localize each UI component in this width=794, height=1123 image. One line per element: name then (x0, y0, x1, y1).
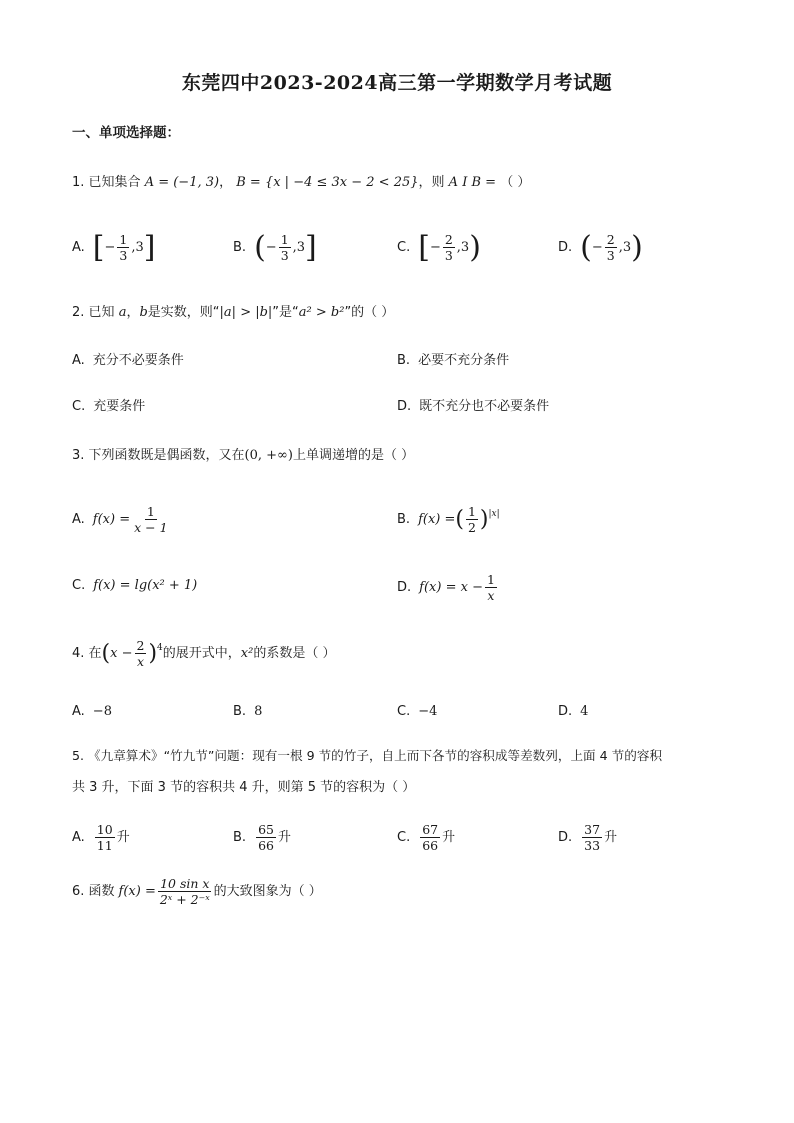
function-expression: f(x) = lg(x² + 1) (93, 578, 198, 593)
denominator: 3 (280, 248, 289, 263)
numerator: 1 (280, 232, 289, 247)
option-label: A. (72, 239, 85, 255)
q4-option-b[interactable] (233, 702, 262, 722)
option-label: B. (233, 239, 247, 255)
option-text: 4 (580, 704, 589, 719)
q1-blank: （ ） (500, 175, 531, 190)
q1-number: 1. 已知集合 (72, 175, 141, 190)
denominator: 2ˣ + 2⁻ˣ (159, 892, 210, 907)
denominator: x − 1 (134, 520, 168, 535)
q1-sep: ， (219, 175, 233, 190)
left-paren: ( (101, 640, 111, 666)
fraction (279, 232, 291, 263)
q2-sep: ， (126, 305, 140, 320)
option-text: 既不充分也不必要条件 (419, 399, 550, 414)
left-paren: ( (455, 506, 464, 532)
fraction (117, 232, 129, 263)
denominator: 11 (96, 838, 113, 853)
unit: 升 (277, 829, 291, 845)
question-5-stem-line2: 共 3 升，下面 3 节的容积共 4 升，则第 5 节的容积为（ ） (72, 780, 416, 795)
option-label: A. (72, 511, 85, 527)
option-label: A. (72, 829, 85, 845)
numerator: 1 (467, 504, 476, 519)
left-bracket: [ (92, 229, 105, 265)
option-label: C. (72, 399, 86, 414)
fraction (485, 572, 497, 603)
q4-x-squared: x² (240, 645, 254, 661)
denominator: 3 (606, 248, 615, 263)
section-heading: 一、单项选择题： (72, 125, 180, 141)
fraction (420, 822, 440, 853)
option-label: D. (558, 704, 573, 719)
page-title: 东莞四中2023-2024高三第一学期数学月考试题 (181, 72, 613, 94)
upper-bound: ,3 (618, 239, 632, 255)
q6-post: 的大致图象为（ ） (213, 883, 322, 899)
right-bracket: ) (631, 229, 643, 265)
right-bracket: ] (143, 229, 156, 265)
option-label: D. (558, 829, 573, 845)
numerator: 2 (136, 638, 145, 653)
right-bracket: ] (305, 229, 317, 265)
option-label: B. (233, 829, 247, 845)
fraction (256, 822, 276, 853)
denominator: 2 (467, 520, 476, 535)
fraction (605, 232, 617, 263)
option-label: B. (233, 704, 247, 719)
numerator: 2 (606, 232, 615, 247)
q4-option-c[interactable] (397, 702, 437, 722)
upper-bound: ,3 (456, 239, 470, 255)
q5-option-c[interactable] (397, 822, 455, 853)
numerator: 1 (486, 572, 495, 587)
q2-option-c[interactable] (72, 397, 145, 417)
option-label: C. (72, 578, 86, 593)
option-label: B. (397, 353, 411, 368)
q1-option-d[interactable] (558, 229, 643, 265)
q1-option-b[interactable] (233, 229, 317, 265)
q1-expr: A I B = (448, 175, 497, 190)
upper-bound: ,3 (131, 239, 144, 255)
upper-bound: ,3 (292, 239, 306, 255)
q1-set-b: B = {x | −4 ≤ 3x − 2 < 25} (236, 175, 419, 190)
fraction (132, 504, 169, 535)
q4-binomial-x: x − (110, 645, 133, 661)
exponent: |x| (488, 509, 500, 519)
question-4-stem (72, 638, 335, 669)
minus-sign: − (265, 239, 277, 255)
function-lhs: f(x) = (418, 511, 456, 527)
function-lhs: f(x) = (118, 883, 156, 899)
question-6-stem (72, 876, 322, 907)
q3-stem-pre: 3. 下列函数既是偶函数，又在 (72, 448, 245, 463)
q4-option-d[interactable] (558, 702, 588, 722)
fraction (466, 504, 478, 535)
q3-option-d[interactable] (397, 572, 499, 603)
function-lhs: f(x) = x − (419, 579, 483, 595)
q2-var-b: b (139, 305, 148, 320)
option-label: C. (397, 239, 411, 255)
denominator: x (136, 654, 144, 669)
question-5-stem-line1: 5. 《九章算术》“竹九节”问题：现有一根 9 节的竹子，自上而下各节的容积成等差数列，上面 4 节的容积 (72, 748, 663, 763)
option-text: 8 (254, 704, 263, 719)
denominator: 33 (584, 838, 601, 853)
numerator: 10 sin x (160, 876, 210, 891)
unit: 升 (604, 829, 618, 845)
q2-mid2: ”是“ (272, 305, 299, 320)
q4-tail: 的系数是（ ） (253, 645, 336, 661)
q1-tail: ，则 (418, 175, 445, 190)
q5-option-b[interactable] (233, 822, 291, 853)
q1-option-a[interactable] (72, 229, 156, 265)
q5-option-a[interactable] (72, 822, 130, 853)
q3-option-b[interactable] (397, 504, 500, 535)
option-text: 必要不充分条件 (418, 353, 510, 368)
option-text: 充分不必要条件 (92, 353, 184, 368)
numerator: 1 (146, 504, 155, 519)
exponent: 4 (157, 643, 163, 653)
q1-option-c[interactable] (397, 229, 481, 265)
option-text: −4 (418, 704, 438, 719)
fraction (135, 638, 147, 669)
fraction (582, 822, 602, 853)
left-bracket: ( (580, 229, 592, 265)
q2-condition-2: a² > b² (298, 305, 345, 320)
fraction (95, 822, 115, 853)
q3-interval: (0, +∞) (244, 448, 293, 463)
left-bracket: ( (254, 229, 266, 265)
fraction (443, 232, 455, 263)
numerator: 67 (422, 822, 439, 837)
fraction (158, 876, 212, 907)
numerator: 37 (584, 822, 601, 837)
q2-tail: ”的（ ） (344, 305, 395, 320)
q4-pre: 4. 在 (72, 645, 102, 661)
numerator: 2 (444, 232, 453, 247)
q3-stem-post: 上单调递增的是（ ） (292, 448, 415, 463)
left-bracket: [ (418, 229, 430, 265)
denominator: x (487, 588, 495, 603)
minus-sign: − (104, 239, 116, 255)
right-paren: ) (479, 506, 489, 532)
q2-option-d[interactable] (397, 397, 549, 417)
denominator: 3 (444, 248, 453, 263)
option-text: 充要条件 (93, 399, 146, 414)
question-2-stem (72, 303, 394, 323)
q2-option-b[interactable] (397, 351, 509, 371)
question-1-stem (72, 173, 530, 193)
option-label: C. (397, 829, 411, 845)
denominator: 66 (422, 838, 439, 853)
option-label: A. (72, 704, 85, 719)
option-label: D. (558, 239, 573, 255)
q2-var-a: a (118, 305, 127, 320)
minus-sign: − (591, 239, 603, 255)
question-3-stem (72, 446, 414, 466)
option-label: B. (397, 511, 411, 527)
right-bracket: ) (469, 229, 481, 265)
q6-pre: 6. 函数 (72, 883, 115, 899)
q2-option-a[interactable] (72, 351, 184, 371)
q3-option-c[interactable] (72, 576, 197, 596)
q4-post: 的展开式中， (162, 645, 241, 661)
q4-option-a[interactable] (72, 702, 112, 722)
numerator: 10 (96, 822, 113, 837)
numerator: 65 (258, 822, 274, 837)
denominator: 66 (258, 838, 274, 853)
denominator: 3 (119, 248, 128, 263)
option-label: C. (397, 704, 411, 719)
q1-set-a: A = (−1, 3) (144, 175, 220, 190)
function-lhs: f(x) = (92, 511, 131, 527)
unit: 升 (442, 829, 456, 845)
unit: 升 (116, 829, 130, 845)
q2-mid: 是实数，则“ (147, 305, 220, 320)
right-paren: ) (148, 640, 158, 666)
q5-option-d[interactable] (558, 822, 617, 853)
option-label: D. (397, 399, 412, 414)
numerator: 1 (119, 232, 128, 247)
q2-condition-1: |a| > |b| (219, 305, 273, 320)
option-label: A. (72, 353, 85, 368)
q2-number: 2. 已知 (72, 305, 115, 320)
minus-sign: − (429, 239, 441, 255)
option-text: −8 (92, 704, 112, 719)
option-label: D. (397, 579, 412, 595)
q3-option-a[interactable] (72, 504, 172, 535)
